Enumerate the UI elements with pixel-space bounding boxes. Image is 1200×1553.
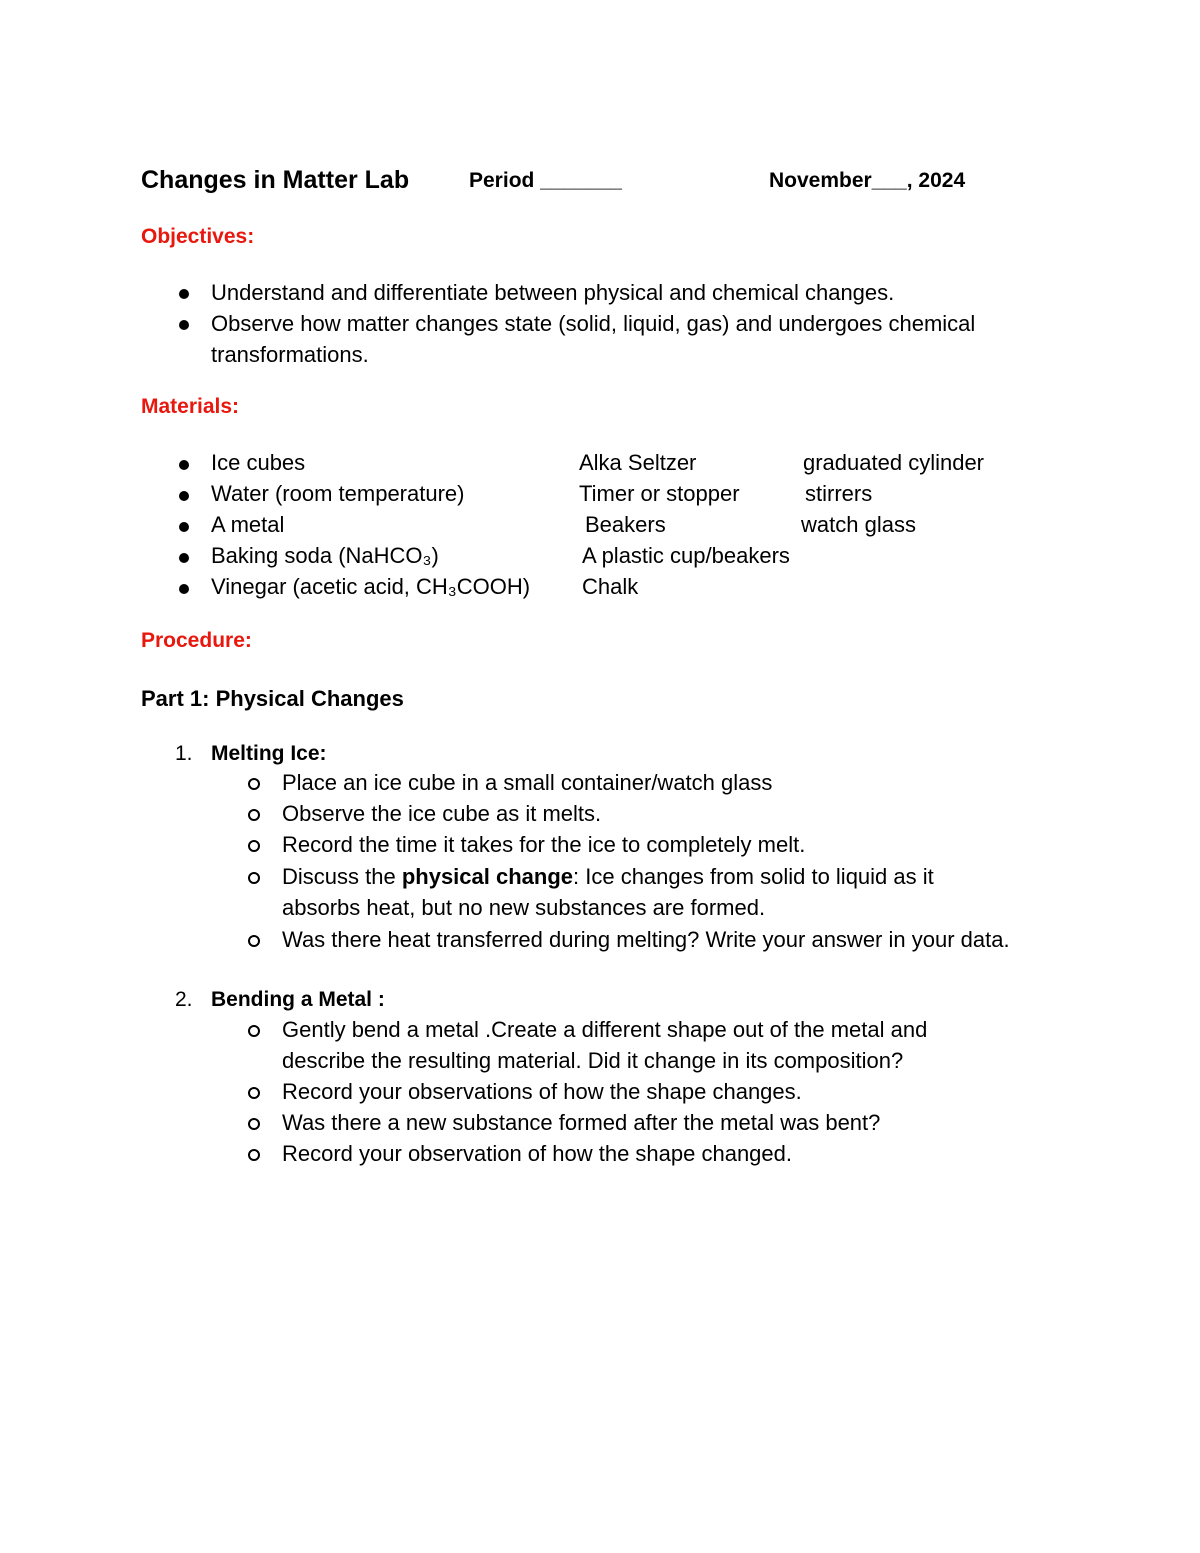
material-item: Beakers <box>585 512 666 537</box>
step-item: Place an ice cube in a small container/watch glass <box>282 770 773 795</box>
step-number: 1. <box>175 742 193 765</box>
step-item-prefix: Discuss the <box>282 864 402 889</box>
material-item: Vinegar (acetic acid, CH₃COOH) <box>211 574 531 599</box>
step-item-suffix: : Ice changes from solid to liquid as it absorbs heat, but no new substances are formed. <box>282 864 934 920</box>
circle-bullet-icon <box>248 1087 260 1099</box>
circle-bullet-icon <box>248 872 260 884</box>
objectives-heading: Objectives: <box>141 225 255 248</box>
material-item: Baking soda (NaHCO₃) <box>211 543 439 568</box>
materials-heading: Materials: <box>141 395 240 418</box>
circle-bullet-icon <box>248 1149 260 1161</box>
bullet-icon <box>179 491 189 501</box>
bullet-icon <box>179 460 189 470</box>
step-item: Record your observations of how the shape changes. <box>282 1079 802 1104</box>
bullet-icon <box>179 553 189 563</box>
step-title: Bending a Metal : <box>211 988 385 1011</box>
bullet-icon <box>179 522 189 532</box>
material-item: Alka Seltzer <box>579 450 697 475</box>
step-item: Was there heat transferred during melting? Write your answer in your data. <box>282 927 1010 952</box>
bullet-icon <box>179 584 189 594</box>
objective-item: Understand and differentiate between physical and chemical changes. <box>211 280 895 305</box>
period-field: Period _______ <box>469 169 622 192</box>
step-item: Gently bend a metal .Create a different shape out of the metal and describe the resulting material. Did it change in its composition? <box>282 1017 928 1073</box>
procedure-heading: Procedure: <box>141 629 252 652</box>
step-item: Was there a new substance formed after the metal was bent? <box>282 1110 881 1135</box>
bullet-icon <box>179 289 189 299</box>
circle-bullet-icon <box>248 1025 260 1037</box>
material-item: Ice cubes <box>211 450 306 475</box>
circle-bullet-icon <box>248 809 260 821</box>
material-item: Timer or stopper <box>579 481 740 506</box>
step-number: 2. <box>175 988 193 1011</box>
material-item: Chalk <box>582 574 639 599</box>
material-item: A metal <box>211 512 285 537</box>
date-field: November___, 2024 <box>769 169 966 192</box>
material-item: graduated cylinder <box>803 450 985 475</box>
step-title: Melting Ice: <box>211 742 327 765</box>
material-item: Water (room temperature) <box>211 481 465 506</box>
page-title: Changes in Matter Lab <box>141 166 410 194</box>
circle-bullet-icon <box>248 778 260 790</box>
step-item <box>282 861 1002 923</box>
material-item: watch glass <box>801 512 916 537</box>
step-item-bold: physical change <box>401 864 574 889</box>
material-item: A plastic cup/beakers <box>582 543 790 568</box>
material-item: stirrers <box>805 481 873 506</box>
bullet-icon <box>179 320 189 330</box>
objective-item: Observe how matter changes state (solid, liquid, gas) and undergoes chemical transformations. <box>211 311 976 367</box>
circle-bullet-icon <box>248 935 260 947</box>
step-item: Record your observation of how the shape changed. <box>282 1141 792 1166</box>
step-item: Observe the ice cube as it melts. <box>282 801 602 826</box>
part-heading: Part 1: Physical Changes <box>141 686 404 711</box>
circle-bullet-icon <box>248 1118 260 1130</box>
step-item: Record the time it takes for the ice to completely melt. <box>282 832 806 857</box>
circle-bullet-icon <box>248 840 260 852</box>
